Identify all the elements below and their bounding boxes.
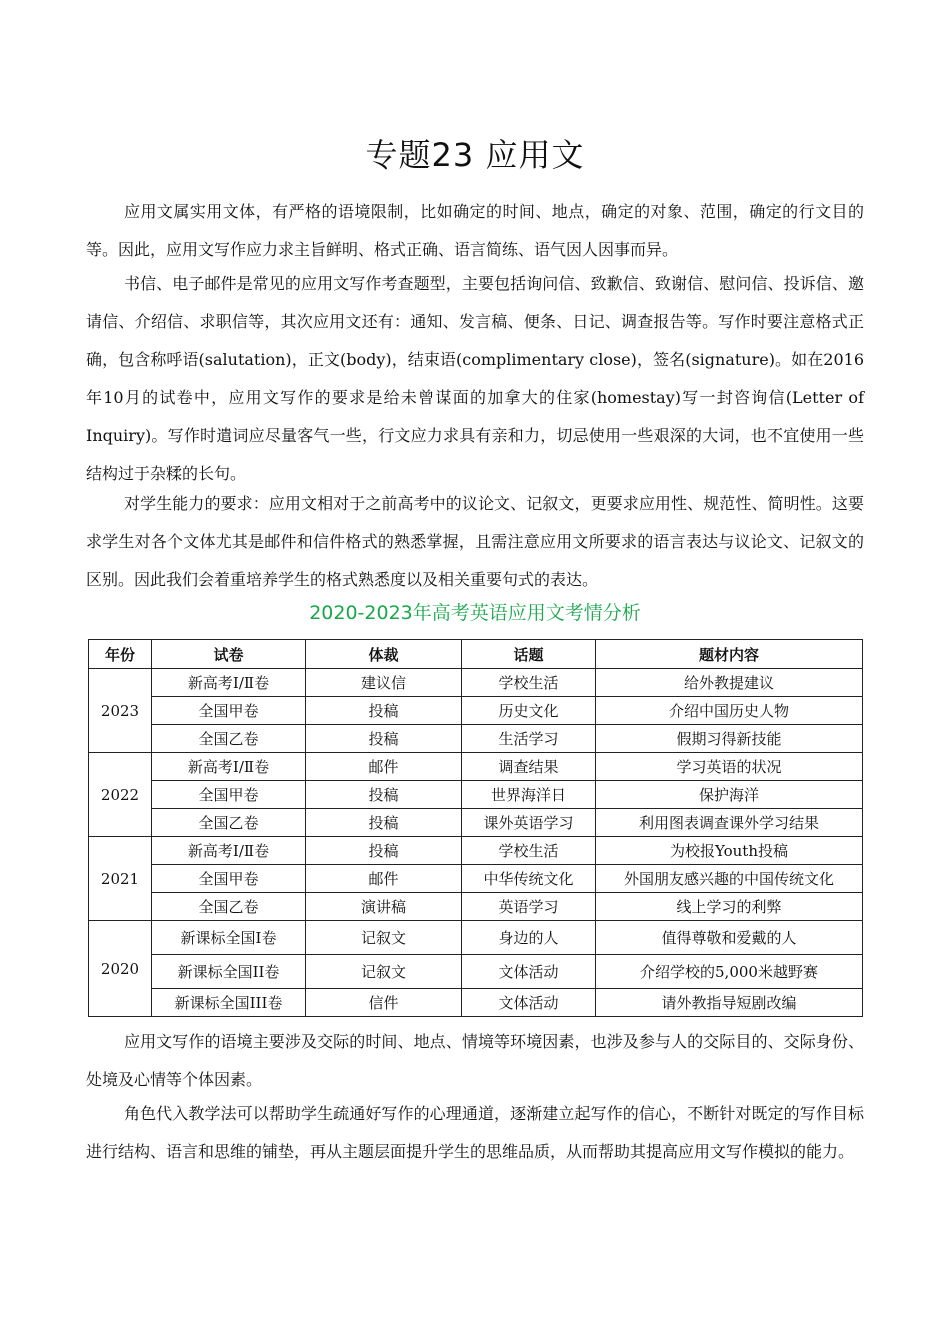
genre-cell: 信件 — [306, 989, 462, 1017]
paper-cell: 全国甲卷 — [152, 865, 306, 893]
year-cell: 2023 — [89, 669, 152, 753]
content-cell: 介绍中国历史人物 — [596, 697, 863, 725]
table-row — [89, 753, 863, 781]
paper-cell: 新课标全国II卷 — [152, 955, 306, 989]
table-row — [89, 893, 863, 921]
intro-paragraph: 应用文属实用文体，有严格的语境限制，比如确定的时间、地点，确定的对象、范围，确定的行文目的等。因此，应用文写作应力求主旨鲜明、格式正确、语言简练、语气因人因事而异。 — [86, 202, 864, 259]
genre-cell: 邮件 — [306, 865, 462, 893]
paper-cell: 新课标全国Ⅰ卷 — [152, 921, 306, 955]
topic-cell: 文体活动 — [462, 989, 596, 1017]
genre-cell: 邮件 — [306, 753, 462, 781]
table-row — [89, 669, 863, 697]
table-row — [89, 725, 863, 753]
table-row — [89, 781, 863, 809]
table-header-row — [89, 640, 863, 669]
topic-cell: 课外英语学习 — [462, 809, 596, 837]
paper-cell: 全国乙卷 — [152, 809, 306, 837]
paper-cell: 全国乙卷 — [152, 725, 306, 753]
content-cell: 介绍学校的5,000米越野赛 — [596, 955, 863, 989]
topic-cell: 调查结果 — [462, 753, 596, 781]
topic-cell: 中华传统文化 — [462, 865, 596, 893]
content-cell: 线上学习的利弊 — [596, 893, 863, 921]
paper-cell: 全国甲卷 — [152, 781, 306, 809]
genre-cell: 记叙文 — [306, 921, 462, 955]
genre-cell: 演讲稿 — [306, 893, 462, 921]
topic-cell: 学校生活 — [462, 669, 596, 697]
paper-cell: 全国乙卷 — [152, 893, 306, 921]
content-cell: 为校报Youth投稿 — [596, 837, 863, 865]
paper-cell: 全国甲卷 — [152, 697, 306, 725]
content-cell: 利用图表调查课外学习结果 — [596, 809, 863, 837]
table-row — [89, 697, 863, 725]
page-title: 专题23 应用文 — [365, 136, 585, 174]
genre-cell: 记叙文 — [306, 955, 462, 989]
table-row — [89, 809, 863, 837]
topic-cell: 历史文化 — [462, 697, 596, 725]
table-row — [89, 955, 863, 989]
content-cell: 保护海洋 — [596, 781, 863, 809]
paper-cell: 新高考Ⅰ/Ⅱ卷 — [152, 753, 306, 781]
header-genre: 体裁 — [306, 640, 462, 669]
content-cell: 外国朋友感兴趣的中国传统文化 — [596, 865, 863, 893]
topic-cell: 英语学习 — [462, 893, 596, 921]
genre-cell: 投稿 — [306, 697, 462, 725]
header-paper: 试卷 — [152, 640, 306, 669]
paper-cell: 新课标全国III卷 — [152, 989, 306, 1017]
topic-cell: 生活学习 — [462, 725, 596, 753]
topic-cell: 文体活动 — [462, 955, 596, 989]
topic-cell: 世界海洋日 — [462, 781, 596, 809]
content-cell: 值得尊敬和爱戴的人 — [596, 921, 863, 955]
letter-types-paragraph: 书信、电子邮件是常见的应用文写作考查题型，主要包括询问信、致歉信、致谢信、慰问信、投诉信、邀请信、介绍信、求职信等，其次应用文还有：通知、发言稿、便条、日记、调查报告等。写作时要注意格式正确，包含称呼语(salutation)，正文(body)，结束语(complimentary close)，签名(signature)。如在2016年10月的试卷中，应用文写作的要求是给未曾谋面的加拿大的住家(homestay)写一封咨询信(Letter of Inquiry)。写作时遣词应尽量客气一些，行文应力求具有亲和力，切忌使用一些艰深的大词，也不宜使用一些结构过于杂糅的长句。 — [86, 274, 864, 483]
content-cell: 学习英语的状况 — [596, 753, 863, 781]
year-cell: 2021 — [89, 837, 152, 921]
genre-cell: 投稿 — [306, 725, 462, 753]
header-year: 年份 — [89, 640, 152, 669]
paper-cell: 新高考Ⅰ/Ⅱ卷 — [152, 669, 306, 697]
content-cell: 给外教提建议 — [596, 669, 863, 697]
table-row — [89, 921, 863, 955]
teaching-method-paragraph: 角色代入教学法可以帮助学生疏通好写作的心理通道，逐渐建立起写作的信心，不断针对既定的写作目标进行结构、语言和思维的铺垫，再从主题层面提升学生的思维品质，从而帮助其提高应用文写作模拟的能力。 — [86, 1104, 864, 1161]
genre-cell: 投稿 — [306, 837, 462, 865]
topic-cell: 学校生活 — [462, 837, 596, 865]
exam-analysis-table — [88, 639, 863, 1017]
genre-cell: 建议信 — [306, 669, 462, 697]
header-content: 题材内容 — [596, 640, 863, 669]
paper-cell: 新高考Ⅰ/Ⅱ卷 — [152, 837, 306, 865]
table-title: 2020-2023年高考英语应用文考情分析 — [309, 602, 641, 624]
genre-cell: 投稿 — [306, 809, 462, 837]
table-row — [89, 989, 863, 1017]
header-topic: 话题 — [462, 640, 596, 669]
context-paragraph: 应用文写作的语境主要涉及交际的时间、地点、情境等环境因素，也涉及参与人的交际目的、交际身份、处境及心情等个体因素。 — [86, 1032, 864, 1089]
content-cell: 假期习得新技能 — [596, 725, 863, 753]
ability-requirements-paragraph: 对学生能力的要求：应用文相对于之前高考中的议论文、记叙文，更要求应用性、规范性、简明性。这要求学生对各个文体尤其是邮件和信件格式的熟悉掌握，且需注意应用文所要求的语言表达与议论文、记叙文的区别。因此我们会着重培养学生的格式熟悉度以及相关重要句式的表达。 — [86, 494, 864, 589]
content-cell: 请外教指导短剧改编 — [596, 989, 863, 1017]
topic-cell: 身边的人 — [462, 921, 596, 955]
table-row — [89, 865, 863, 893]
table-row — [89, 837, 863, 865]
year-cell: 2020 — [89, 921, 152, 1017]
genre-cell: 投稿 — [306, 781, 462, 809]
year-cell: 2022 — [89, 753, 152, 837]
